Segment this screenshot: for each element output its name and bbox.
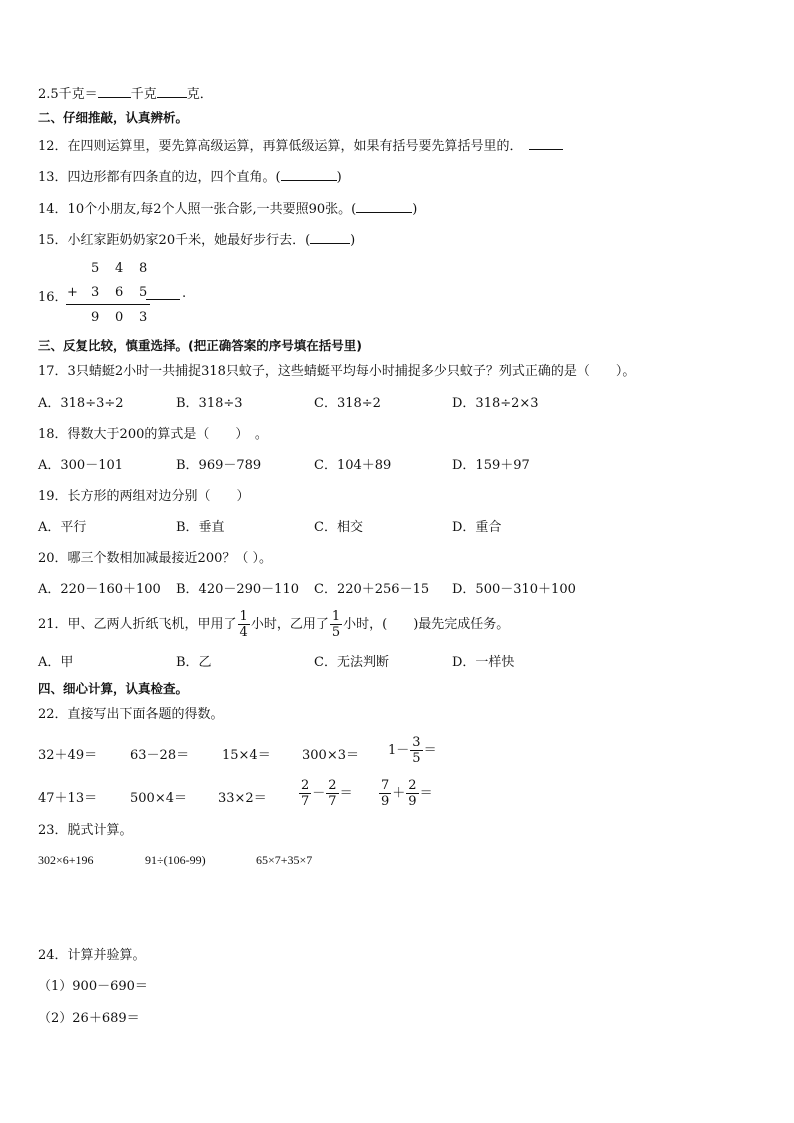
question-text: 小时，( )最先完成任务。 <box>343 617 510 632</box>
fraction: $\frac{1}{4}$ <box>239 609 248 640</box>
unit-conversion-line <box>38 84 213 103</box>
digit: 8 <box>139 261 148 276</box>
answer-blank[interactable] <box>146 286 180 300</box>
answer-blank[interactable] <box>356 199 412 213</box>
question-text: 小时，乙用了 <box>250 617 329 632</box>
fraction: $\frac{1}{5}$ <box>331 609 341 640</box>
oral-calc: 63－28＝ <box>130 748 190 763</box>
oral-calc: 33×2＝ <box>218 791 267 806</box>
oral-calc: 500×4＝ <box>130 791 187 806</box>
question-18: 18．得数大于200的算式是（ ） 。 <box>38 427 268 442</box>
section-heading-2: 二、仔细推敲，认真辨析。 <box>38 110 189 125</box>
answer-blank[interactable] <box>157 84 187 98</box>
question-14: 14．10个小朋友,每2个人照一张合影,一共要照90张。( ) <box>38 199 417 218</box>
sum-line <box>66 304 150 305</box>
option-d[interactable]: D．318÷2×3 <box>452 396 539 411</box>
option-b[interactable]: B．969－789 <box>176 458 262 473</box>
question-text: 13．四边形都有四条直的边，四个直角。 <box>38 170 276 185</box>
section-heading-4: 四、细心计算，认真检查。 <box>38 681 189 696</box>
question-text: 15．小红家距奶奶家20千米，她最好步行去． <box>38 233 306 248</box>
option-a[interactable]: A．平行 <box>38 520 87 535</box>
option-a[interactable]: A．220－160＋100 <box>38 582 161 597</box>
question-22: 22．直接写出下面各题的得数。 <box>38 707 224 722</box>
answer-blank[interactable] <box>98 84 131 98</box>
option-c[interactable]: C．220＋256－15 <box>314 582 430 597</box>
digit: 6 <box>115 285 124 300</box>
period: . <box>182 286 187 301</box>
digit: 5 <box>139 285 148 300</box>
question-13: 13．四边形都有四条直的边，四个直角。( ) <box>38 167 342 186</box>
option-d[interactable]: D．500－310＋100 <box>452 582 576 597</box>
option-d[interactable]: D．重合 <box>452 520 502 535</box>
oral-calc: 32＋49＝ <box>38 748 98 763</box>
calc-item: （2）26＋689＝ <box>38 1011 140 1026</box>
question-12 <box>38 136 563 155</box>
digit: 5 <box>91 261 100 276</box>
oral-calc-fraction: $\frac{7}{9}$ ＋ $\frac{2}{9}$ ＝ <box>381 778 433 809</box>
digit: 3 <box>139 310 148 325</box>
question-text: 12．在四则运算里，要先算高级运算，再算低级运算，如果有括号要先算括号里的． <box>38 139 523 154</box>
oral-calc: 15×4＝ <box>222 748 271 763</box>
option-c[interactable]: C．104＋89 <box>314 458 392 473</box>
oral-calc-fraction: $\frac{2}{7}$ － $\frac{2}{7}$ ＝ <box>301 778 353 809</box>
option-d[interactable]: D．159＋97 <box>452 458 530 473</box>
question-20: 20．哪三个数相加减最接近200？（ ）。 <box>38 551 272 566</box>
question-17: 17．3只蜻蜓2小时一共捕捉318只蚊子，这些蜻蜓平均每小时捕捉多少只蚊子？列式正确的是（ ）。 <box>38 364 636 379</box>
question-label: 16． <box>38 290 68 305</box>
option-b[interactable]: B．318÷3 <box>176 396 243 411</box>
text: 千克 <box>130 87 157 102</box>
oral-calc-fraction: 1－ $\frac{3}{5}$ ＝ <box>388 735 437 766</box>
option-c[interactable]: C．318÷2 <box>314 396 381 411</box>
step-calc: 302×6+196 <box>38 853 94 867</box>
question-text: 14．10个小朋友,每2个人照一张合影,一共要照90张。 <box>38 202 352 217</box>
question-19: 19．长方形的两组对边分别（ ） <box>38 489 250 504</box>
option-a[interactable]: A．300－101 <box>38 458 124 473</box>
plus-sign: + <box>67 285 78 300</box>
calc-item: （1）900－690＝ <box>38 979 148 994</box>
question-23: 23．脱式计算。 <box>38 823 133 838</box>
step-calc: 65×7+35×7 <box>256 853 313 867</box>
question-text: 21．甲、乙两人折纸飞机，甲用了 <box>38 617 237 632</box>
option-b[interactable]: B．乙 <box>176 655 212 670</box>
option-c[interactable]: C．相交 <box>314 520 363 535</box>
text: 2.5千克＝ <box>38 87 98 102</box>
section-heading-3: 三、反复比较，慎重选择。(把正确答案的序号填在括号里) <box>38 338 362 353</box>
text: 克． <box>186 87 213 102</box>
digit: 9 <box>91 310 100 325</box>
answer-blank[interactable] <box>281 167 337 181</box>
oral-calc: 47＋13＝ <box>38 791 98 806</box>
answer-blank[interactable] <box>529 136 563 150</box>
option-b[interactable]: B．垂直 <box>176 520 225 535</box>
question-21 <box>38 607 509 643</box>
digit: 4 <box>115 261 124 276</box>
digit: 3 <box>91 285 100 300</box>
option-a[interactable]: A．甲 <box>38 655 74 670</box>
option-c[interactable]: C．无法判断 <box>314 655 389 670</box>
option-a[interactable]: A．318÷3÷2 <box>38 396 124 411</box>
question-24: 24．计算并验算。 <box>38 948 146 963</box>
option-d[interactable]: D．一样快 <box>452 655 515 670</box>
digit: 0 <box>115 310 124 325</box>
answer-blank[interactable] <box>310 230 350 244</box>
oral-calc: 300×3＝ <box>302 748 359 763</box>
option-b[interactable]: B．420－290－110 <box>176 582 299 597</box>
question-15: 15．小红家距奶奶家20千米，她最好步行去．( ) <box>38 230 355 249</box>
step-calc: 91÷(106-99) <box>145 853 206 867</box>
